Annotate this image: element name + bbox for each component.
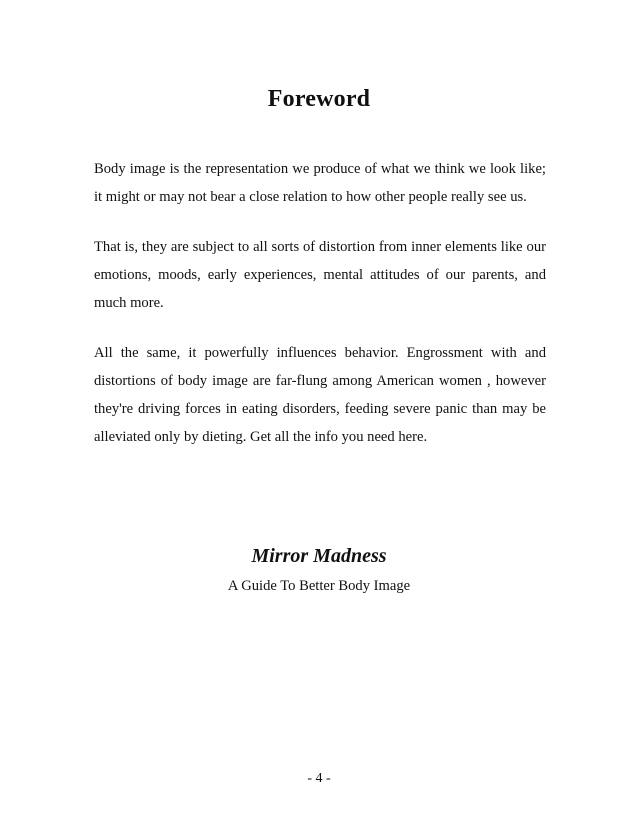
book-subtitle: A Guide To Better Body Image bbox=[227, 578, 411, 594]
paragraph-3: All the same, it powerfully influences behavior. Engrossment with and distortions of body image are far-flung among American women , however they're driving forces in eating disorders, feeding severe panic than may be alleviated only by dieting. Get all the info you need here. bbox=[94, 345, 546, 445]
paragraph-2: That is, they are subject to all sorts of distortion from inner elements like our emotions, moods, early experiences, mental attitudes of our parents, and much more. bbox=[94, 239, 546, 311]
page-title: Foreword bbox=[267, 86, 371, 112]
foreword-body bbox=[94, 155, 546, 473]
paragraph-1: Body image is the representation we produce of what we think we look like; it might or may not bear a close relation to how other people really see us. bbox=[94, 161, 546, 205]
page-number: - 4 - bbox=[307, 771, 331, 786]
book-title: Mirror Madness bbox=[251, 545, 387, 567]
